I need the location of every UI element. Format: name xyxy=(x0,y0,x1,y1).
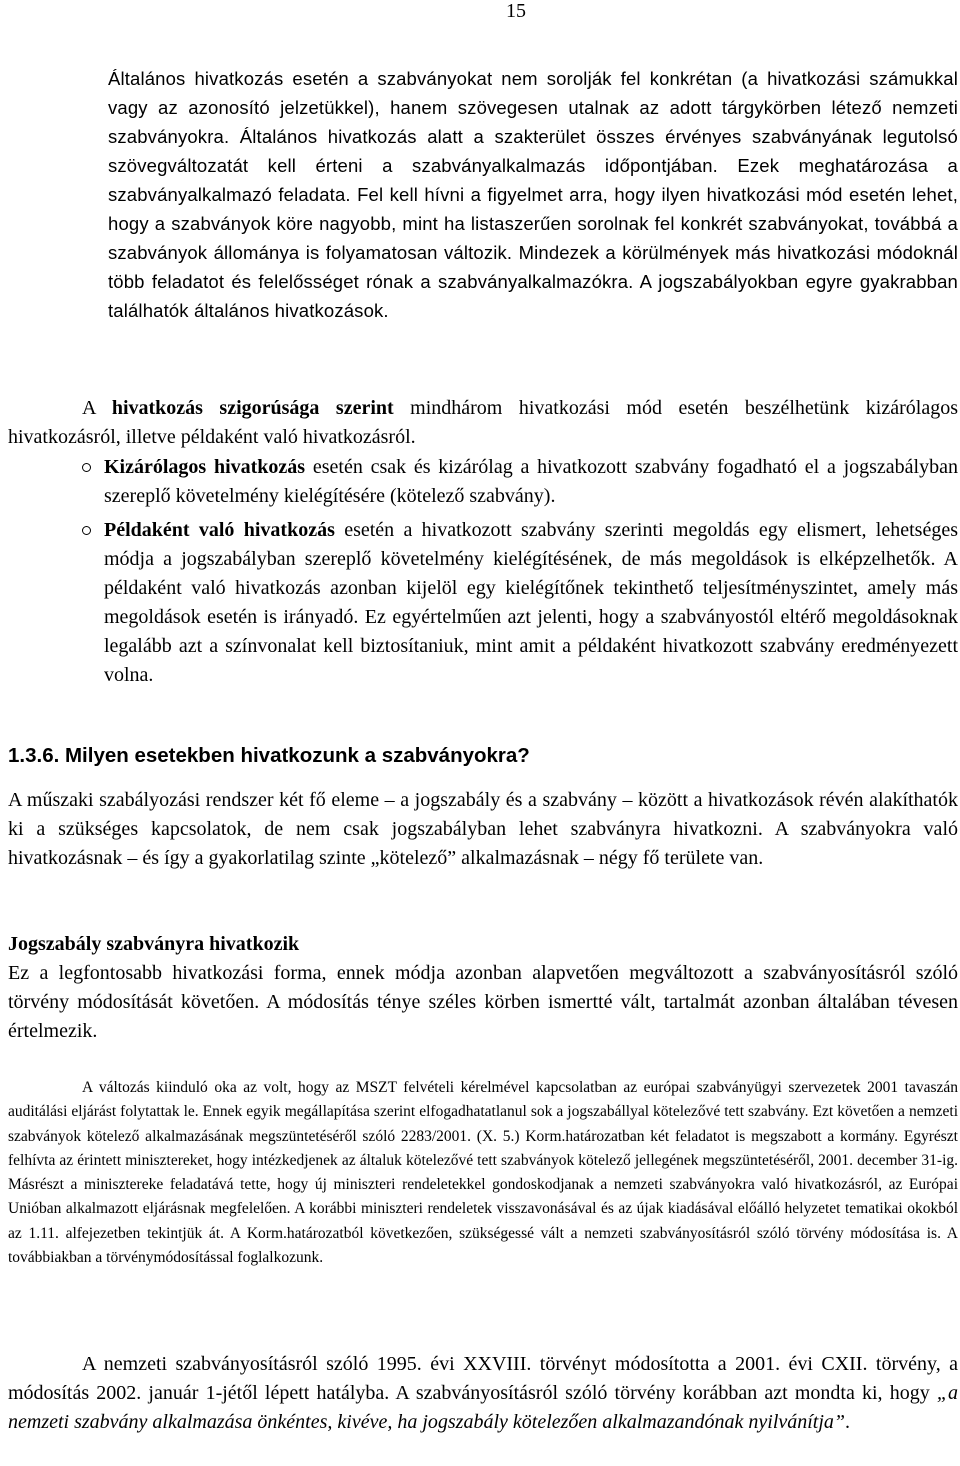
strictness-lead-bold: hivatkozás szigorúsága szerint xyxy=(111,397,394,419)
subsection-heading: Jogszabály szabványra hivatkozik xyxy=(8,933,300,955)
list-item xyxy=(82,516,958,690)
page-number: 15 xyxy=(506,0,526,22)
list-item-bold: Példaként való hivatkozás xyxy=(104,519,335,541)
final-paragraph-end: . xyxy=(845,1411,851,1433)
list-item-bold: Kizárólagos hivatkozás xyxy=(104,456,306,478)
strictness-lead-post: mindhárom hivatkozási mód esetén beszélhetünk kizárólagos hivatkozásról, illetve példaként való hivatkozásról. xyxy=(8,397,958,448)
list-item xyxy=(82,453,958,511)
subsection-block xyxy=(8,930,958,1046)
general-reference-text-2: Fel kell hívni a figyelmet arra, hogy ilyen hivatkozási mód esetén lehet, hogy a szabványok köre nagyobb, mint ha listaszerűen sorolnak fel konkrét szabványokat, továbbá a szabványok állománya is folyamatosan változik. Mindezek a körülmények más hivatkozási módoknál több feladatot és felelősséget rónak a szabványalkalmazókra. A jogszabályokban egyre gyakrabban találhatók általános hivatkozások. xyxy=(108,184,958,321)
general-reference-text: Általános hivatkozás esetén a szabványokat nem sorolják fel konkrétan (a hivatkozási számukkal vagy az azonosító jelzetükkel), hanem szövegesen utalnak az adott tárgykörben létező nemzeti szabványokra. Általános hivatkozás alatt a szakterület összes érvényes szabványának legutolsó szövegváltozatát kell érteni a szabványalkalmazás időpontjában. Ezek meghatározása a szabványalkalmazó feladata. xyxy=(108,68,958,205)
list-item-text: esetén a hivatkozott szabvány szerinti megoldás egy elismert, lehetséges módja a jogszabályban szereplő követelmény kielégítésének, de más megoldások is elképzelhetők. A példaként való hivatkozás azonban kijelöl egy kielégítőnek tekinthető teljesítményszintet, amely más megoldások esetén is irányadó. Ez egyértelműen azt jelenti, hogy a szabványostól eltérő megoldásoknak legalább azt a színvonalat kell biztosítaniuk, mint amit a példaként hivatkozott szabvány eredményezett volna. xyxy=(104,519,958,686)
strictness-paragraph xyxy=(8,394,958,452)
final-paragraph-text: A nemzeti szabványosításról szóló 1995. évi XXVIII. törvényt módosította a 2001. évi CXII. törvény, a módosítás 2002. január 1-jétől lépett hatályba. A szabványosításról szóló törvény korábban azt mondta ki, hogy xyxy=(8,1353,958,1404)
section-heading: 1.3.6. Milyen esetekben hivatkozunk a szabványokra? xyxy=(8,744,530,767)
bullet-icon xyxy=(82,463,91,472)
final-paragraph xyxy=(8,1350,958,1437)
reference-type-list xyxy=(82,453,958,690)
section-paragraph: A műszaki szabályozási rendszer két fő eleme – a jogszabály és a szabvány – között a hivatkozások révén alakíthatók ki a szükséges kapcsolatok, de nem csak jogszabályban lehet szabványra hivatkozni. A szabványokra való hivatkozásnak – és így a gyakorlatilag szinte „kötelező” alkalmazásnak – négy fő területe van. xyxy=(8,789,958,869)
strictness-lead-pre: A xyxy=(82,397,112,419)
bullet-icon xyxy=(82,526,91,535)
law-quote: „a nemzeti szabvány alkalmazása önkéntes, kivéve, ha jogszabály kötelezően alkalmazandónak nyilvánítja” xyxy=(8,1382,958,1433)
subsection-paragraph: Ez a legfontosabb hivatkozási forma, ennek módja azonban alapvetően megváltozott a szabványosításról szóló törvény módosítását követően. A módosítás ténye széles körben ismertté vált, tartalmát azonban általában tévesen értelmezik. xyxy=(8,962,958,1042)
general-reference-paragraph xyxy=(108,64,958,325)
footnote-paragraph: A változás kiinduló oka az volt, hogy az MSZT felvételi kérelmével kapcsolatban az európai szabványügyi szervezetek 2001 tavaszán auditálási eljárást folytattak le. Ennek egyik megállapítása szerint elfogadhatatlanul sok a jogszabállyal kötelezővé tett szabvány. Ezt követően a nemzeti szabványok kötelező alkalmazásának megszüntetéséről szóló 2283/2001. (X. 5.) Korm.határozatban két feladatot is megszabott a kormány. Egyrészt felhívta az érintett minisztereket, hogy intézkedjenek az általuk kötelezővé tett szabványok kötelező jellegének megszüntetéséről, 2001. december 31-ig. Másrészt a minisztereke feladatává tette, hogy új miniszteri rendeletekkel gondoskodjanak a nemzeti szabványokra való hivatkozásról, az Európai Unióban alkalmazott eljárásnak megfelelően. A korábbi miniszteri rendeletek visszavonásával és az újak kiadásával előálló helyzetet tematikai okokból az 1.11. alfejezetben tekintjük át. A Korm.határozatból következően, szükségessé vált a nemzeti szabványosításról szóló törvény módosítása is. A továbbiakban a törvénymódosítással foglalkozunk. xyxy=(8,1079,958,1267)
list-item-text: esetén csak és kizárólag a hivatkozott szabvány fogadható el a jogszabályban szereplő követelmény kielégítésére (kötelező szabvány). xyxy=(104,456,958,507)
